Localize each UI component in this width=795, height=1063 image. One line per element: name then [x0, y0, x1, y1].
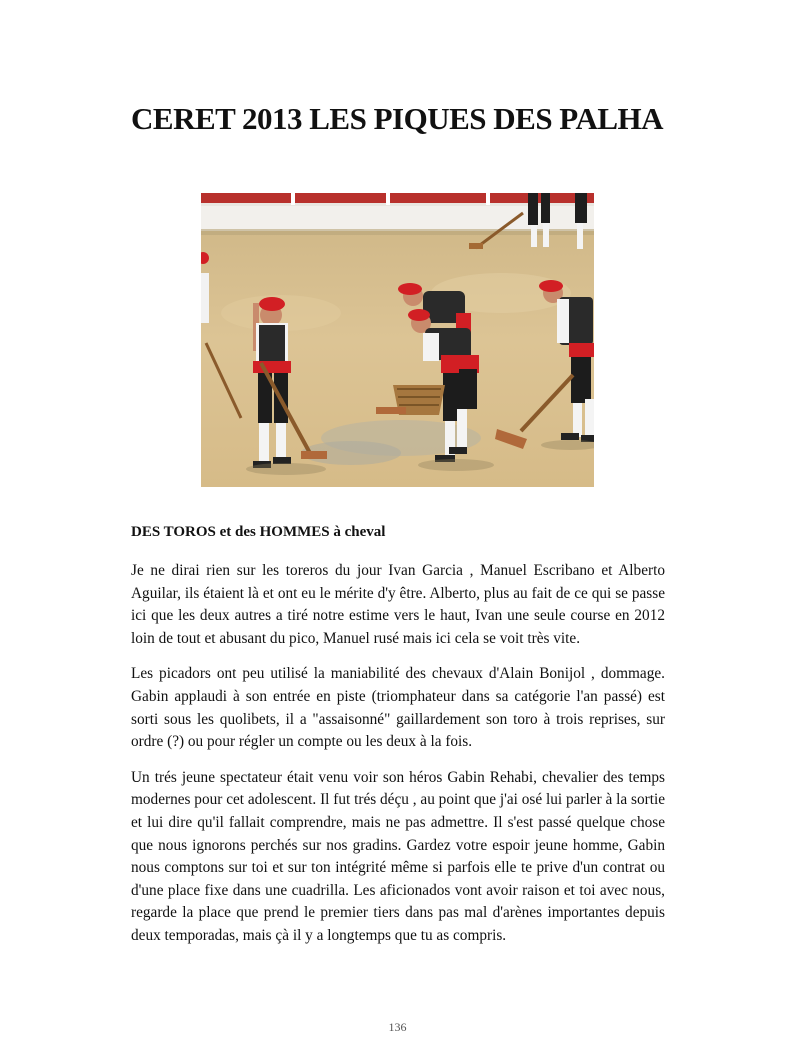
- paragraph: Je ne dirai rien sur les toreros du jour Ivan Garcia , Manuel Escribano et Alberto Aguilar, ils étaient là et ont eu le mérite d'y être. Alberto, plus au fait de ce qui se passe ici que les deux autres a tiré notre estime vers le haut, Ivan une seule course en 2012 loin de tout et abusant du pico, Manuel rusé mais ici cela se voit très vite.: [131, 562, 665, 647]
- arena-photo: [201, 193, 594, 487]
- paragraph: Un trés jeune spectateur était venu voir son héros Gabin Rehabi, chevalier des temps modernes pour cet adolescent. Il fut trés déçu , au point que j'ai osé lui parler à la sortie et lui dire qu'il fallait comprendre, mais ne pas admettre. Il s'est passé quelque chose que nous ignorons perchés sur nos gradins. Gardez votre espoir jeune homme, Gabin nous comptons sur toi et sur ton intégrité même si parfois elle te prive d'un contrat ou d'une place fixe dans une cuadrilla. Les aficionados vont avoir raison et toi avec nous, regarde la place que prend le premier tiers dans pas mal d'arènes importantes depuis deux temporadas, mais çà il y a longtemps que tu as compris.: [131, 768, 665, 944]
- page-number: 136: [388, 1020, 407, 1034]
- article-body: [131, 560, 665, 961]
- section-heading: DES TOROS et des HOMMES à cheval: [131, 524, 386, 540]
- paragraph: Les picadors ont peu utilisé la maniabilité des chevaux d'Alain Bonijol , dommage. Gabin applaudi à son entrée en piste (triomphateur dans sa catégorie l'an passé) est sorti sous les quolibets, il a "assaisonné" gaillardement son toro à trois reprises, sur ordre (?) ou pour régler un compte ou les deux à la fois.: [131, 665, 665, 751]
- page-title: CERET 2013 LES PIQUES DES PALHA: [131, 101, 664, 136]
- photo-icon: [201, 193, 594, 487]
